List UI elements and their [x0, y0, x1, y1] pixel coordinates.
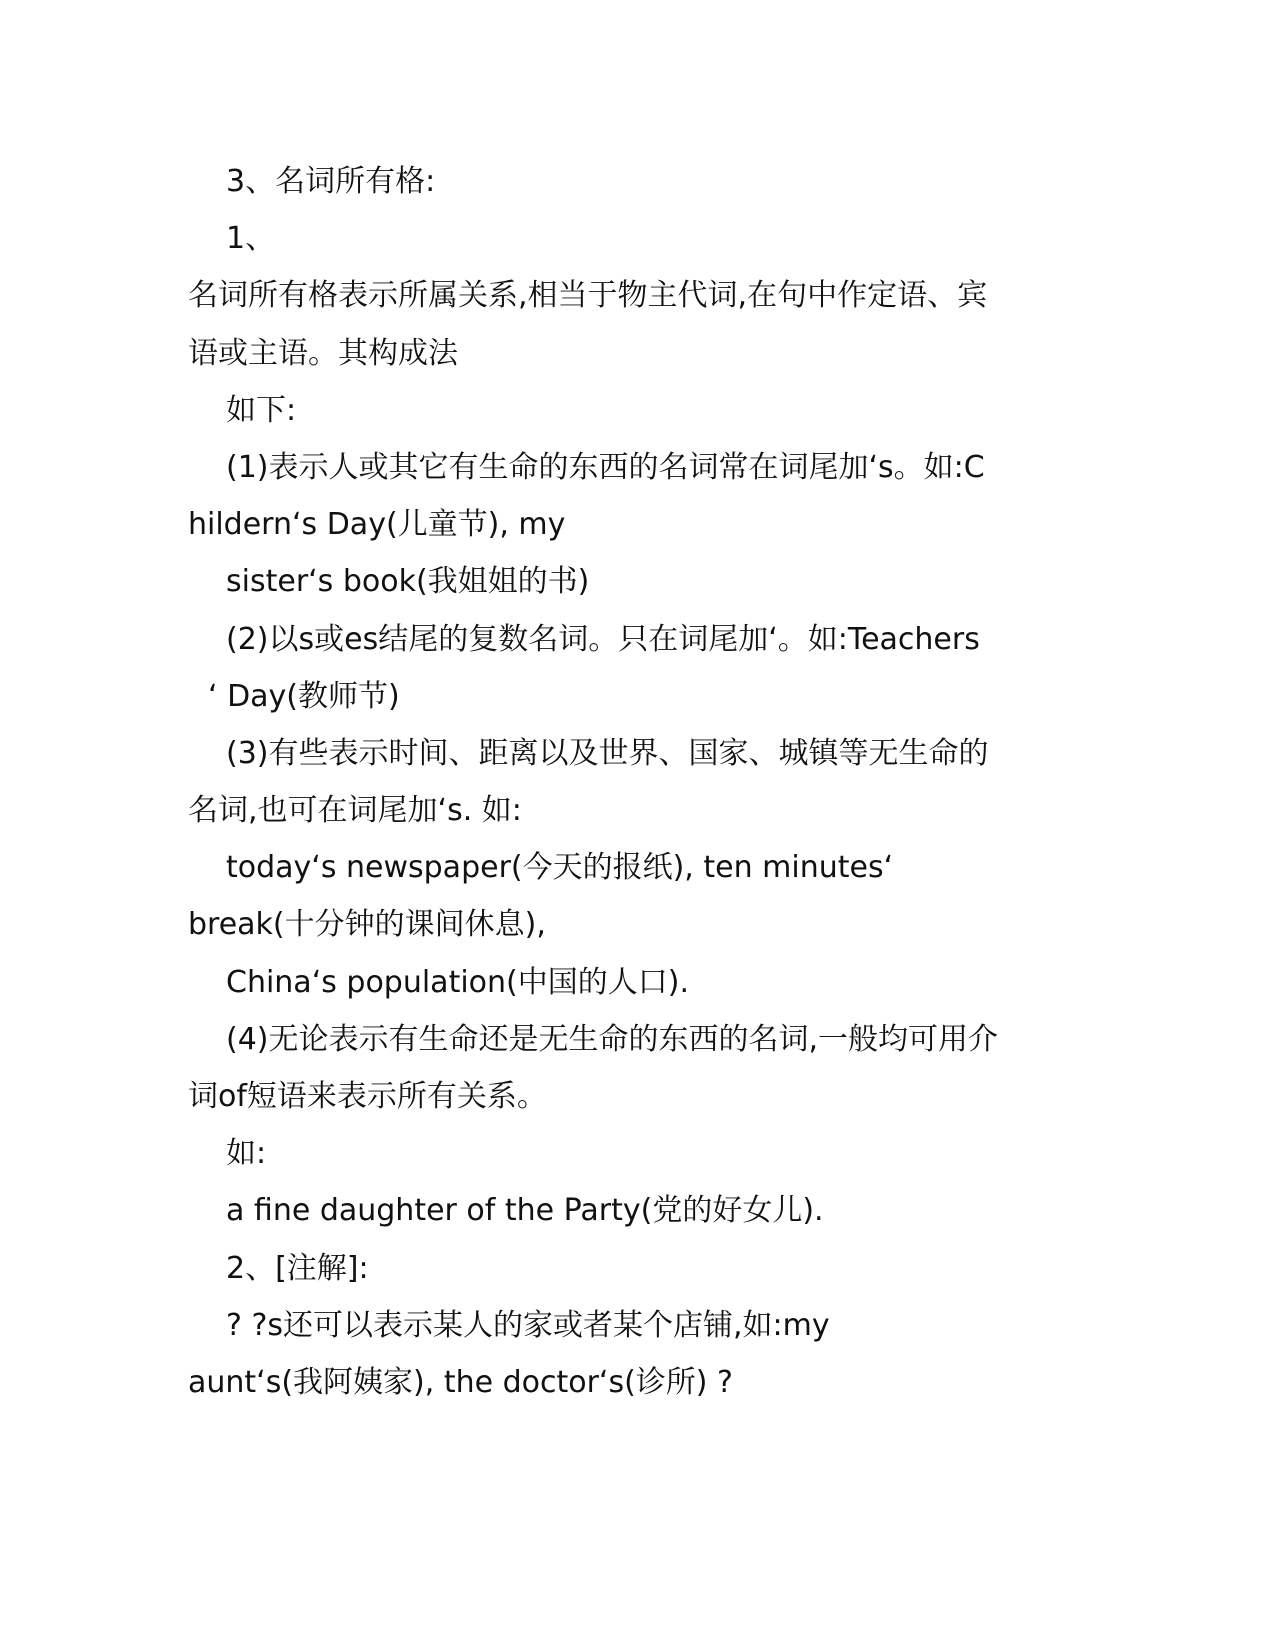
item-number: 1、 — [226, 221, 276, 257]
rule-1-line: (1)表示人或其它有生命的东西的名词常在词尾加‘s。如:C — [226, 449, 985, 485]
rule-4-example: a fine daughter of the Party(党的好女儿). — [226, 1193, 824, 1229]
note-line: ? ?s还可以表示某人的家或者某个店铺,如:my — [226, 1307, 830, 1343]
rule-1-line: hildern‘s Day(儿童节), my — [188, 507, 566, 543]
section-heading: 3、名词所有格: — [226, 164, 436, 199]
rule-3-line: (3)有些表示时间、距离以及世界、国家、城镇等无生命的 — [226, 735, 989, 771]
rule-1-example: sister‘s book(我姐姐的书) — [226, 564, 590, 600]
rule-3-example: China‘s population(中国的人口). — [226, 964, 689, 1000]
document-body — [188, 153, 1088, 1411]
rule-2-line: (2)以s或es结尾的复数名词。只在词尾加‘。如:Teachers — [226, 621, 980, 657]
note-heading: 2、[注解]: — [226, 1250, 369, 1286]
paragraph-line: 名词所有格表示所属关系,相当于物主代词,在句中作定语、宾 — [188, 278, 988, 314]
rule-3-example: break(十分钟的课间休息), — [188, 907, 546, 943]
rule-4-example-label: 如: — [226, 1136, 267, 1172]
rule-3-line: 名词,也可在词尾加‘s. 如: — [188, 793, 522, 829]
note-line: aunt‘s(我阿姨家), the doctor‘s(诊所) ? — [188, 1364, 733, 1400]
paragraph-line: 如下: — [226, 392, 297, 428]
rule-3-example: today‘s newspaper(今天的报纸), ten minutes‘ — [226, 850, 894, 886]
paragraph-line: 语或主语。其构成法 — [188, 335, 458, 371]
rule-2-line: ‘ Day(教师节) — [208, 678, 400, 714]
rule-4-line: 词of短语来表示所有关系。 — [188, 1079, 547, 1114]
rule-4-line: (4)无论表示有生命还是无生命的东西的名词,一般均可用介 — [226, 1021, 999, 1057]
